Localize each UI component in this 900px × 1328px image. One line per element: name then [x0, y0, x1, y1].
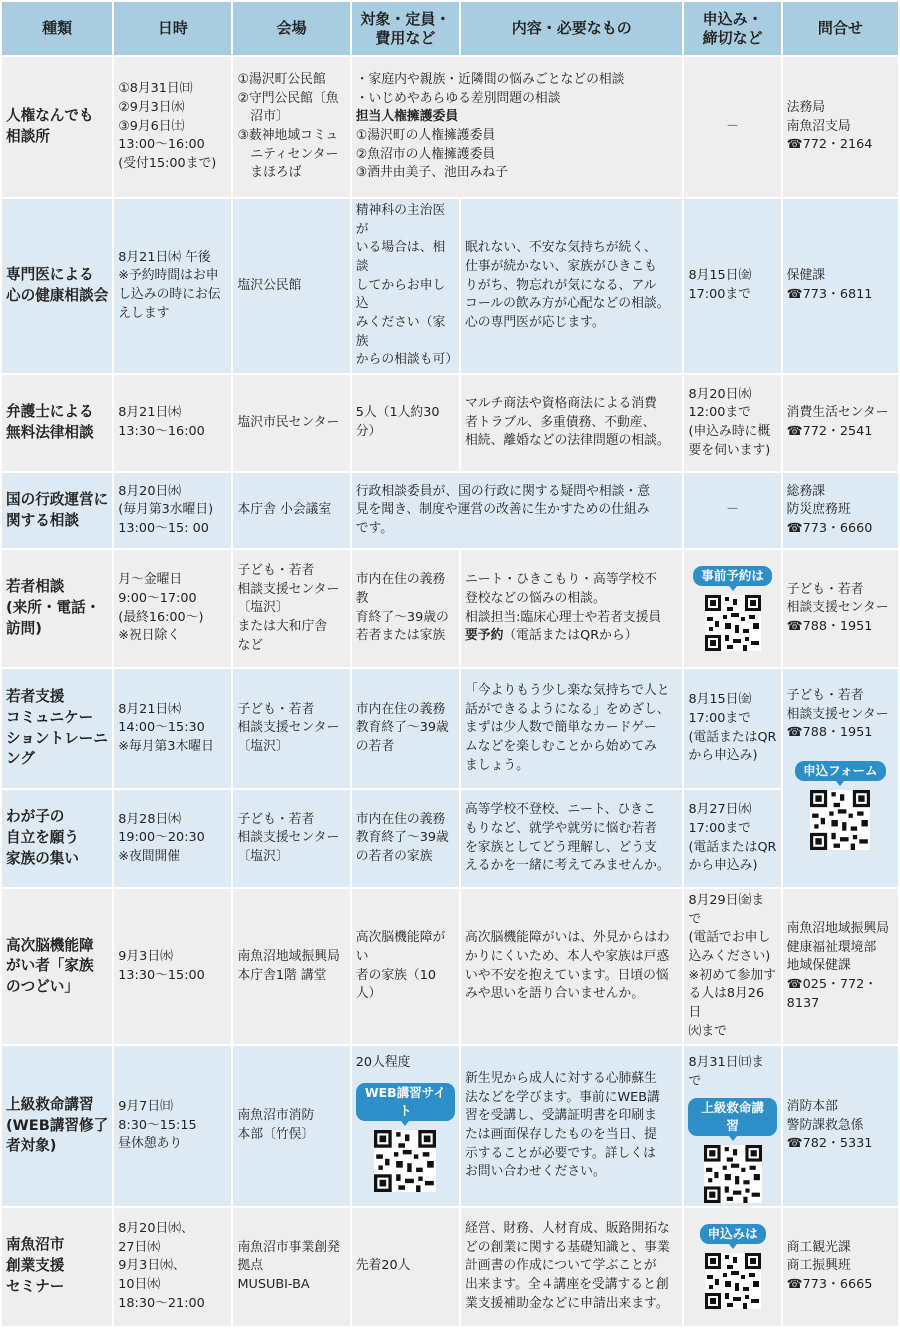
row-kind: 若者支援 コミュニケー ショントレーニ ング — [2, 669, 112, 788]
row-target: 市内在住の義務 教育終了〜39歳 の若者の家族 — [352, 790, 459, 887]
header-apply: 申込み・ 締切など — [684, 2, 780, 55]
row-datetime: ①8月31日㈰ ②9月3日㈬ ③9月6日㈯ 13:00〜16:00 (受付15:00まで) — [114, 57, 231, 197]
row-apply: － — [684, 57, 780, 197]
target-capacity: 20人程度 — [355, 1055, 411, 1071]
row-venue: 塩沢公民館 — [233, 199, 349, 373]
row-datetime: 8月20日㈬ (毎月第3水曜日) 13:00〜15: 00 — [114, 473, 231, 548]
table-row — [2, 889, 898, 1044]
row-content: 「今よりもう少し楽な気持ちで人と 話ができるようになる」をめざし、 まずは少人数で簡単なカードゲー ムなどを楽しむことから始めてみ ましょう。 — [461, 669, 683, 788]
row-target: 高次脳機能障がい 者の家族（10人） — [352, 889, 459, 1044]
row-contact: 南魚沼地域振興局 健康福祉環境部 地域保健課 ☎025・772・ 8137 — [783, 889, 898, 1044]
row-datetime: 8月21日㈭ 午後 ※予約時間はお申 し込みの時にお伝 えします — [114, 199, 231, 373]
table-row — [2, 1046, 898, 1205]
row-kind: 専門医による 心の健康相談会 — [2, 199, 112, 373]
row-datetime: 8月28日㈭ 19:00〜20:30 ※夜間開催 — [114, 790, 231, 887]
row-content: 行政相談委員が、国の行政に関する疑問や相談・意 見を聞き、制度や運営の改善に生かすための仕組み です。 — [352, 473, 683, 548]
qr-code-icon[interactable] — [705, 595, 761, 651]
row-content: マルチ商法や資格商法による消費 者トラブル、多重債務、不動産、 相続、離婚などの法律問題の相談。 — [461, 375, 683, 471]
row-target: 5人（1人約30 分） — [352, 375, 459, 471]
qr-code-icon[interactable] — [810, 790, 870, 850]
row-venue: 子ども・若者 相談支援センター 〔塩沢〕 または大和庁舎 など — [233, 550, 349, 667]
row-kind: 高次脳機能障 がい者「家族 のつどい」 — [2, 889, 112, 1044]
qr-code-icon[interactable] — [374, 1130, 436, 1192]
qr-code-icon[interactable] — [705, 1253, 761, 1309]
row-kind: わが子の 自立を願う 家族の集い — [2, 790, 112, 887]
row-datetime: 8月21日㈭ 14:00〜15:30 ※毎月第3木曜日 — [114, 669, 231, 788]
header-kind: 種類 — [2, 2, 112, 55]
row-kind: 国の行政運営に 関する相談 — [2, 473, 112, 548]
row-datetime: 9月7日㈰ 8:30〜15:15 昼休憩あり — [114, 1046, 231, 1205]
header-content: 内容・必要なもの — [461, 2, 683, 55]
row-venue: 南魚沼市消防 本部〔竹俣〕 — [233, 1046, 349, 1205]
row-apply: 8月29日㈮まで (電話でお申し 込みください) ※初めて参加す る人は8月26日 ㈫まで — [684, 889, 780, 1044]
row-kind: 弁護士による 無料法律相談 — [2, 375, 112, 471]
row-contact: 保健課 ☎773・6811 — [783, 199, 898, 373]
application-form-tag: 申込フォーム — [795, 761, 885, 781]
row-content — [461, 550, 683, 667]
row-contact: 消防本部 警防課救急係 ☎782・5331 — [783, 1046, 898, 1205]
table-row — [2, 375, 898, 471]
advanced-lifesaving-tag: 上級救命講習 — [688, 1098, 776, 1136]
row-apply — [684, 1046, 780, 1205]
row-apply: － — [684, 473, 780, 548]
row-contact: 消費生活センター ☎772・2541 — [783, 375, 898, 471]
table-row — [2, 550, 898, 667]
row-kind: 人権なんでも 相談所 — [2, 57, 112, 197]
header-datetime: 日時 — [114, 2, 231, 55]
table-row — [2, 199, 898, 373]
row-venue: 塩沢市民センター — [233, 375, 349, 471]
table-row — [2, 669, 898, 788]
table-row — [2, 473, 898, 548]
row-venue: 本庁舎 小会議室 — [233, 473, 349, 548]
row-datetime: 9月3日㈬ 13:30〜15:00 — [114, 889, 231, 1044]
row-apply — [684, 550, 780, 667]
apply-tag: 申込みは — [700, 1224, 766, 1244]
row-apply: 8月27日㈬ 17:00まで (電話またはQR から申込み) — [684, 790, 780, 887]
row-kind: 若者相談 (来所・電話・ 訪問) — [2, 550, 112, 667]
row-contact: 商工観光課 商工振興班 ☎773・6665 — [783, 1208, 898, 1326]
row-target: 先着20人 — [352, 1208, 459, 1326]
row-venue: 子ども・若者 相談支援センター 〔塩沢〕 — [233, 669, 349, 788]
header-contact: 問合せ — [783, 2, 898, 55]
table-row — [2, 57, 898, 197]
content-heading: 担当人権擁護委員 — [355, 109, 459, 125]
header-row — [2, 2, 898, 55]
reservation-tag: 事前予約は — [693, 566, 772, 586]
content-text: ニート・ひきこもり・高等学校不 登校などの悩みの相談。 相談担当:臨床心理士や若者支援員 — [464, 572, 662, 625]
row-datetime: 8月20日㈬、 27日㈬ 9月3日㈬、 10日㈬ 18:30〜21:00 — [114, 1208, 231, 1326]
row-apply: 8月15日㈮ 17:00まで — [684, 199, 780, 373]
row-kind: 南魚沼市 創業支援 セミナー — [2, 1208, 112, 1326]
row-contact — [783, 669, 898, 887]
row-venue: ①湯沢町公民館 ②守門公民館〔魚 沼市〕 ③薮神地域コミュ ニティセンター まほろば — [233, 57, 349, 197]
row-target — [352, 1046, 459, 1205]
web-course-tag: WEB講習サイト — [356, 1083, 455, 1121]
header-target: 対象・定員・ 費用など — [352, 2, 459, 55]
row-content: 高次脳機能障がいは、外見からはわ かりにくいため、本人や家族は戸惑 いや不安を抱えています。日頃の悩 みや思いを語り合いませんか。 — [461, 889, 683, 1044]
qr-code-icon[interactable] — [704, 1145, 762, 1203]
row-content — [352, 57, 683, 197]
content-reservation: 要予約 — [464, 628, 504, 644]
row-venue: 南魚沼地域振興局 本庁舎1階 講堂 — [233, 889, 349, 1044]
row-contact: 子ども・若者 相談支援センター ☎788・1951 — [783, 550, 898, 667]
row-target: 精神科の主治医が いる場合は、相談 してからお申し込 みください（家族 からの相談も可） — [352, 199, 459, 373]
header-venue: 会場 — [233, 2, 349, 55]
row-target: 市内在住の義務 教育終了〜39歳 の若者 — [352, 669, 459, 788]
row-content: 高等学校不登校、ニート、ひきこ もりなど、就学や就労に悩む若者 を家族としてどう理解し、どう支 えるかを一緒に考えてみませんか。 — [461, 790, 683, 887]
row-content: 眠れない、不安な気持ちが続く、 仕事が続かない、家族がひきこも りがち、物忘れが気になる、アル コールの飲み方が心配などの相談。 心の専門医が応じます。 — [461, 199, 683, 373]
content-members: ①湯沢町の人権擁護委員 ②魚沼市の人権擁護委員 ③酒井由美子、池田みね子 — [355, 128, 508, 181]
row-kind: 上級救命講習 (WEB講習修了 者対象) — [2, 1046, 112, 1205]
apply-deadline: 8月31日㈰まで — [688, 1055, 765, 1090]
row-contact: 法務局 南魚沼支局 ☎772・2164 — [783, 57, 898, 197]
table-row — [2, 790, 898, 887]
row-venue: 南魚沼市事業創発 拠点 MUSUBI-BA — [233, 1208, 349, 1326]
content-line: ・いじめやあらゆる差別問題の相談 — [355, 90, 561, 106]
row-target: 市内在住の義務教 育終了〜39歳の 若者または家族 — [352, 550, 459, 667]
row-apply: 8月20日㈬ 12:00まで (申込み時に概 要を伺います) — [684, 375, 780, 471]
contact-text: 子ども・若者 相談支援センター ☎788・1951 — [786, 688, 889, 741]
row-venue: 子ども・若者 相談支援センター 〔塩沢〕 — [233, 790, 349, 887]
row-datetime: 8月21日㈭ 13:30〜16:00 — [114, 375, 231, 471]
row-contact: 総務課 防災庶務班 ☎773・6660 — [783, 473, 898, 548]
table-row — [2, 1208, 898, 1326]
row-apply — [684, 1208, 780, 1326]
row-content: 経営、財務、人材育成、販路開拓な どの創業に関する基礎知識と、事業 計画書の作成について学ぶことが 出来ます。全４講座を受講すると創 業支援補助金などに申請出来ます。 — [461, 1208, 683, 1326]
content-reservation-note: （電話またはQRから） — [503, 628, 638, 644]
content-line: ・家庭内や親族・近隣間の悩みごとなどの相談 — [355, 71, 625, 87]
row-apply: 8月15日㈮ 17:00まで (電話またはQR から申込み) — [684, 669, 780, 788]
row-datetime: 月〜金曜日 9:00〜17:00 (最終16:00〜) ※祝日除く — [114, 550, 231, 667]
row-content: 新生児から成人に対する心肺蘇生 法などを学びます。事前にWEB講 習を受講し、受講証明書を印刷ま たは画面保存したものを当日、提 示することが必要です。詳しくは お問い合わせください。 — [461, 1046, 683, 1205]
